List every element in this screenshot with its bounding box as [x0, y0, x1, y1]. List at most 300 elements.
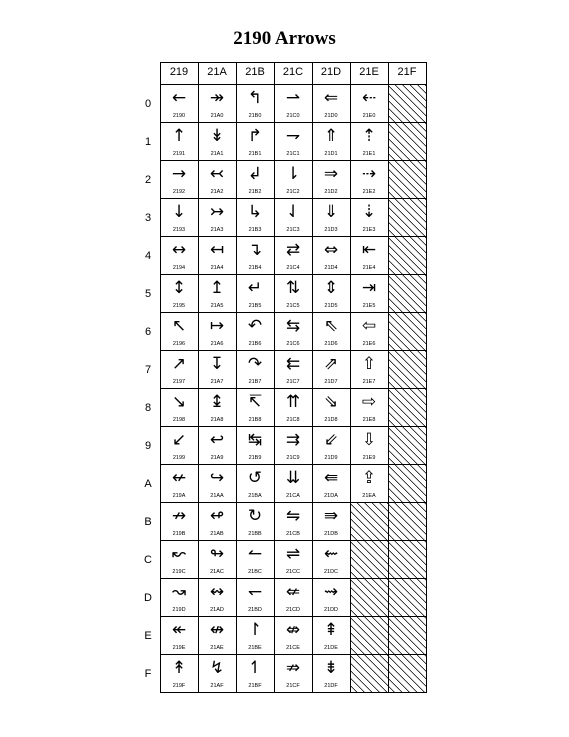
code-cell[interactable]: [236, 160, 274, 198]
row-divider: [160, 654, 427, 655]
column-divider: [198, 62, 199, 692]
arrow-glyph: ↩: [209, 430, 225, 450]
code-cell[interactable]: [160, 654, 198, 692]
arrow-glyph: ↳: [247, 202, 263, 222]
code-cell[interactable]: [160, 236, 198, 274]
row-divider: [160, 426, 427, 427]
code-cell[interactable]: [236, 236, 274, 274]
code-point-label: 21D7: [324, 379, 338, 385]
code-cell[interactable]: [198, 236, 236, 274]
unassigned-hatch: [388, 122, 426, 160]
code-cell[interactable]: [274, 502, 312, 540]
row-divider: [160, 540, 427, 541]
arrow-glyph: ⇪: [361, 468, 377, 488]
code-cell[interactable]: [350, 274, 388, 312]
code-point-label: 21E0: [362, 113, 376, 119]
code-cell[interactable]: [350, 84, 388, 122]
code-cell[interactable]: [198, 388, 236, 426]
code-point-label: 21CE: [286, 645, 300, 651]
arrow-glyph: ↮: [209, 620, 225, 640]
arrow-glyph: ⇧: [361, 354, 377, 374]
row-header: E: [144, 630, 152, 642]
grid-border-left: [160, 62, 161, 692]
code-point-label: 21B3: [248, 227, 262, 233]
arrow-glyph: ⇅: [285, 278, 301, 298]
code-point-label: 2199: [172, 455, 186, 461]
code-point-label: 21D2: [324, 189, 338, 195]
code-cell[interactable]: [160, 312, 198, 350]
code-cell[interactable]: [274, 84, 312, 122]
code-point-label: 2190: [172, 113, 186, 119]
code-cell[interactable]: [274, 122, 312, 160]
arrow-glyph: ⇙: [323, 430, 339, 450]
code-point-label: 21DB: [324, 531, 338, 537]
code-cell[interactable]: [312, 198, 350, 236]
code-cell[interactable]: [236, 350, 274, 388]
code-cell[interactable]: [160, 122, 198, 160]
code-point-label: 21D9: [324, 455, 338, 461]
code-cell[interactable]: [160, 464, 198, 502]
grid-border-bottom: [160, 692, 427, 693]
arrow-glyph: ↧: [209, 354, 225, 374]
row-header: 4: [144, 250, 152, 262]
column-header: 21C: [282, 66, 304, 78]
code-cell[interactable]: [312, 274, 350, 312]
arrow-glyph: ⇗: [323, 354, 339, 374]
code-point-label: 219E: [172, 645, 186, 651]
code-point-label: 21C9: [286, 455, 300, 461]
code-point-label: 21E8: [362, 417, 376, 423]
arrow-glyph: ⇈: [285, 392, 301, 412]
code-point-label: 21D5: [324, 303, 338, 309]
row-header: 8: [144, 402, 152, 414]
code-point-label: 21C5: [286, 303, 300, 309]
code-cell[interactable]: [160, 198, 198, 236]
arrow-glyph: ↯: [209, 658, 225, 678]
code-cell[interactable]: [350, 312, 388, 350]
code-cell[interactable]: [350, 350, 388, 388]
arrow-glyph: ↕: [171, 278, 187, 298]
row-header: 7: [144, 364, 152, 376]
code-cell[interactable]: [160, 388, 198, 426]
unassigned-hatch: [388, 350, 426, 388]
code-point-label: 21B1: [248, 151, 262, 157]
arrow-glyph: ⇥: [361, 278, 377, 298]
code-point-label: 2192: [172, 189, 186, 195]
arrow-glyph: ↻: [247, 506, 263, 526]
row-divider: [160, 122, 427, 123]
code-cell[interactable]: [312, 540, 350, 578]
code-point-label: 2198: [172, 417, 186, 423]
code-point-label: 21D1: [324, 151, 338, 157]
code-point-label: 2194: [172, 265, 186, 271]
code-point-label: 21C2: [286, 189, 300, 195]
code-cell[interactable]: [312, 122, 350, 160]
code-cell[interactable]: [312, 84, 350, 122]
code-point-label: 21B9: [248, 455, 262, 461]
unassigned-hatch: [388, 160, 426, 198]
code-point-label: 21D0: [324, 113, 338, 119]
arrow-glyph: ⇦: [361, 316, 377, 336]
code-point-label: 21C1: [286, 151, 300, 157]
arrow-glyph: ⇝: [323, 582, 339, 602]
row-header: D: [144, 592, 152, 604]
code-point-label: 21D6: [324, 341, 338, 347]
arrow-glyph: ↡: [209, 126, 225, 146]
arrow-glyph: ↰: [247, 88, 263, 108]
arrow-glyph: ↨: [209, 392, 225, 412]
code-cell[interactable]: [274, 578, 312, 616]
arrow-glyph: ⇋: [285, 506, 301, 526]
arrow-glyph: ↫: [209, 506, 225, 526]
code-point-label: 21DC: [323, 569, 339, 575]
arrow-glyph: ⇂: [285, 164, 301, 184]
code-cell[interactable]: [350, 236, 388, 274]
code-cell[interactable]: [160, 540, 198, 578]
arrow-glyph: ⇁: [285, 126, 301, 146]
row-divider: [160, 616, 427, 617]
code-point-label: 21BA: [248, 493, 262, 499]
row-divider: [160, 350, 427, 351]
arrow-glyph: ⇌: [285, 544, 301, 564]
arrow-glyph: ⇆: [285, 316, 301, 336]
arrow-glyph: ↺: [247, 468, 263, 488]
arrow-glyph: ⇖: [323, 316, 339, 336]
code-point-label: 21C0: [286, 113, 300, 119]
arrow-glyph: ⇑: [323, 126, 339, 146]
code-cell[interactable]: [160, 502, 198, 540]
row-header: 1: [144, 136, 152, 148]
code-cell[interactable]: [198, 350, 236, 388]
code-cell[interactable]: [312, 578, 350, 616]
arrow-glyph: ↖: [171, 316, 187, 336]
column-header: 21F: [397, 66, 417, 78]
code-cell[interactable]: [350, 198, 388, 236]
arrow-glyph: ⇜: [323, 544, 339, 564]
code-cell[interactable]: [274, 274, 312, 312]
code-cell[interactable]: [198, 616, 236, 654]
code-point-label: 21C4: [286, 265, 300, 271]
grid-border-right: [426, 62, 427, 693]
row-divider: [160, 464, 427, 465]
code-cell[interactable]: [312, 502, 350, 540]
code-cell[interactable]: [350, 122, 388, 160]
code-point-label: 21B4: [248, 265, 262, 271]
arrow-glyph: ⇄: [285, 240, 301, 260]
code-point-label: 21E1: [362, 151, 376, 157]
code-point-label: 21A6: [210, 341, 224, 347]
arrow-glyph: ⇚: [323, 468, 339, 488]
code-cell[interactable]: [160, 350, 198, 388]
row-header: 0: [144, 98, 152, 110]
arrow-glyph: ⇊: [285, 468, 301, 488]
arrow-glyph: ↱: [247, 126, 263, 146]
code-cell[interactable]: [274, 350, 312, 388]
column-header: 21A: [207, 66, 227, 78]
code-cell[interactable]: [236, 274, 274, 312]
arrow-glyph: ⇤: [361, 240, 377, 260]
code-point-label: 219A: [172, 493, 186, 499]
arrow-glyph: ↦: [209, 316, 225, 336]
code-cell[interactable]: [236, 426, 274, 464]
arrow-glyph: →: [171, 164, 187, 184]
code-point-label: 21A3: [210, 227, 224, 233]
code-point-label: 21CA: [286, 493, 300, 499]
code-cell[interactable]: [312, 616, 350, 654]
row-divider: [160, 160, 427, 161]
row-divider: [160, 502, 427, 503]
code-cell[interactable]: [236, 654, 274, 692]
arrow-glyph: ↴: [247, 240, 263, 260]
column-header: 21D: [320, 66, 342, 78]
code-point-label: 21E6: [362, 341, 376, 347]
code-cell[interactable]: [312, 654, 350, 692]
arrow-glyph: ↸: [247, 392, 263, 412]
arrow-glyph: ⇠: [361, 88, 377, 108]
row-divider: [160, 274, 427, 275]
arrow-glyph: ⇩: [361, 430, 377, 450]
column-header: 219: [169, 66, 189, 78]
code-point-label: 21E7: [362, 379, 376, 385]
code-point-label: 21A1: [210, 151, 224, 157]
column-header: 21E: [359, 66, 379, 78]
code-cell[interactable]: [312, 312, 350, 350]
code-cell[interactable]: [274, 654, 312, 692]
code-point-label: 21A7: [210, 379, 224, 385]
arrow-glyph: ↲: [247, 164, 263, 184]
code-point-label: 21CD: [285, 607, 301, 613]
code-cell[interactable]: [350, 160, 388, 198]
code-point-label: 21C3: [286, 227, 300, 233]
code-point-label: 21B7: [248, 379, 262, 385]
code-point-label: 21CB: [286, 531, 300, 537]
code-point-label: 21DD: [323, 607, 339, 613]
code-point-label: 21AA: [210, 493, 224, 499]
arrow-glyph: ↼: [247, 544, 263, 564]
code-cell[interactable]: [160, 426, 198, 464]
code-cell[interactable]: [236, 198, 274, 236]
row-header: F: [144, 668, 152, 680]
arrow-glyph: ⇟: [323, 658, 339, 678]
code-cell[interactable]: [198, 122, 236, 160]
row-divider: [160, 312, 427, 313]
code-point-label: 21D3: [324, 227, 338, 233]
arrow-glyph: ↣: [209, 202, 225, 222]
arrow-glyph: ↪: [209, 468, 225, 488]
code-cell[interactable]: [312, 426, 350, 464]
code-cell[interactable]: [160, 578, 198, 616]
code-point-label: 21B5: [248, 303, 262, 309]
unassigned-hatch: [388, 388, 426, 426]
code-cell[interactable]: [198, 84, 236, 122]
arrow-glyph: ↠: [209, 88, 225, 108]
arrow-glyph: ↥: [209, 278, 225, 298]
code-point-label: 21B2: [248, 189, 262, 195]
code-point-label: 21AD: [210, 607, 224, 613]
code-point-label: 21C6: [286, 341, 300, 347]
code-point-label: 21E2: [362, 189, 376, 195]
code-cell[interactable]: [312, 160, 350, 198]
code-cell[interactable]: [274, 616, 312, 654]
arrow-glyph: ⇐: [323, 88, 339, 108]
code-cell[interactable]: [312, 350, 350, 388]
arrow-glyph: ⇕: [323, 278, 339, 298]
code-cell[interactable]: [198, 160, 236, 198]
code-cell[interactable]: [312, 236, 350, 274]
code-cell[interactable]: [198, 464, 236, 502]
code-point-label: 21AF: [210, 683, 224, 689]
code-cell[interactable]: [160, 160, 198, 198]
code-point-label: 21A4: [210, 265, 224, 271]
code-point-label: 219F: [172, 683, 186, 689]
arrow-glyph: ↚: [171, 468, 187, 488]
code-cell[interactable]: [236, 312, 274, 350]
code-cell[interactable]: [236, 502, 274, 540]
code-cell[interactable]: [198, 198, 236, 236]
code-cell[interactable]: [350, 388, 388, 426]
arrow-glyph: ⇡: [361, 126, 377, 146]
arrow-glyph: ↬: [209, 544, 225, 564]
code-cell[interactable]: [198, 654, 236, 692]
code-cell[interactable]: [350, 464, 388, 502]
code-point-label: 21AC: [210, 569, 224, 575]
arrow-glyph: ⇢: [361, 164, 377, 184]
header-separator: [160, 84, 427, 85]
row-divider: [160, 578, 427, 579]
arrow-glyph: ⇇: [285, 354, 301, 374]
code-cell[interactable]: [274, 312, 312, 350]
code-point-label: 219D: [172, 607, 186, 613]
row-header: 5: [144, 288, 152, 300]
code-cell[interactable]: [236, 464, 274, 502]
code-cell[interactable]: [274, 464, 312, 502]
row-header: 9: [144, 440, 152, 452]
code-cell[interactable]: [236, 616, 274, 654]
arrow-glyph: ⇓: [323, 202, 339, 222]
code-point-label: 21E9: [362, 455, 376, 461]
code-point-label: 21A9: [210, 455, 224, 461]
code-point-label: 21A8: [210, 417, 224, 423]
row-divider: [160, 236, 427, 237]
code-point-label: 21EA: [362, 493, 376, 499]
arrow-glyph: ←: [171, 88, 187, 108]
column-divider: [236, 62, 237, 692]
arrow-glyph: ⇃: [285, 202, 301, 222]
arrow-glyph: ↛: [171, 506, 187, 526]
code-point-label: 21BE: [248, 645, 262, 651]
code-cell[interactable]: [198, 578, 236, 616]
code-point-label: 219C: [172, 569, 186, 575]
code-point-label: 21B8: [248, 417, 262, 423]
code-cell[interactable]: [198, 312, 236, 350]
code-point-label: 21A0: [210, 113, 224, 119]
code-point-label: 21A2: [210, 189, 224, 195]
row-header: C: [144, 554, 152, 566]
code-point-label: 21CF: [286, 683, 300, 689]
arrow-glyph: ⇨: [361, 392, 377, 412]
column-divider: [274, 62, 275, 692]
arrow-glyph: ↷: [247, 354, 263, 374]
code-cell[interactable]: [312, 464, 350, 502]
code-cell[interactable]: [198, 540, 236, 578]
code-point-label: 21BB: [248, 531, 262, 537]
code-cell[interactable]: [274, 426, 312, 464]
code-cell[interactable]: [198, 502, 236, 540]
column-divider: [388, 62, 389, 692]
arrow-glyph: ↜: [171, 544, 187, 564]
arrow-glyph: ↑: [171, 126, 187, 146]
code-point-label: 21C8: [286, 417, 300, 423]
arrow-glyph: ↓: [171, 202, 187, 222]
arrow-glyph: ⇎: [285, 620, 301, 640]
row-header: 2: [144, 174, 152, 186]
code-point-label: 21AB: [210, 531, 224, 537]
row-header: A: [144, 478, 152, 490]
chart-title: 2190 Arrows: [233, 28, 336, 49]
code-cell[interactable]: [274, 160, 312, 198]
code-cell[interactable]: [236, 388, 274, 426]
unassigned-hatch: [388, 236, 426, 274]
unassigned-hatch: [388, 274, 426, 312]
arrow-glyph: ↾: [247, 620, 263, 640]
code-point-label: 21BD: [248, 607, 262, 613]
code-cell[interactable]: [236, 84, 274, 122]
unassigned-hatch: [388, 198, 426, 236]
code-cell[interactable]: [274, 388, 312, 426]
arrow-glyph: ↵: [247, 278, 263, 298]
code-cell[interactable]: [160, 274, 198, 312]
code-point-label: 2191: [172, 151, 186, 157]
code-cell[interactable]: [350, 426, 388, 464]
unassigned-hatch: [388, 464, 426, 502]
arrow-glyph: ⇉: [285, 430, 301, 450]
code-point-label: 21B6: [248, 341, 262, 347]
arrow-glyph: ↶: [247, 316, 263, 336]
arrow-glyph: ⇍: [285, 582, 301, 602]
code-cell[interactable]: [236, 122, 274, 160]
code-cell[interactable]: [274, 540, 312, 578]
code-cell[interactable]: [236, 578, 274, 616]
code-point-label: 219B: [172, 531, 186, 537]
arrow-glyph: ↔: [171, 240, 187, 260]
code-point-label: 21B0: [248, 113, 262, 119]
code-cell[interactable]: [312, 388, 350, 426]
arrow-glyph: ⇔: [323, 240, 339, 260]
code-cell[interactable]: [198, 274, 236, 312]
code-point-label: 2195: [172, 303, 186, 309]
code-point-label: 21CC: [285, 569, 301, 575]
row-divider: [160, 198, 427, 199]
code-cell[interactable]: [274, 236, 312, 274]
arrow-glyph: ⇀: [285, 88, 301, 108]
row-header: 6: [144, 326, 152, 338]
arrow-glyph: ↗: [171, 354, 187, 374]
code-cell[interactable]: [160, 616, 198, 654]
column-header: 21B: [245, 66, 265, 78]
row-divider: [160, 388, 427, 389]
arrow-glyph: ↟: [171, 658, 187, 678]
column-divider: [350, 62, 351, 692]
code-cell[interactable]: [274, 198, 312, 236]
code-cell[interactable]: [198, 426, 236, 464]
code-point-label: 21BF: [248, 683, 262, 689]
row-header: 3: [144, 212, 152, 224]
code-cell[interactable]: [160, 84, 198, 122]
code-cell[interactable]: [236, 540, 274, 578]
code-point-label: 21DF: [324, 683, 338, 689]
code-point-label: 2197: [172, 379, 186, 385]
arrow-glyph: ↽: [247, 582, 263, 602]
